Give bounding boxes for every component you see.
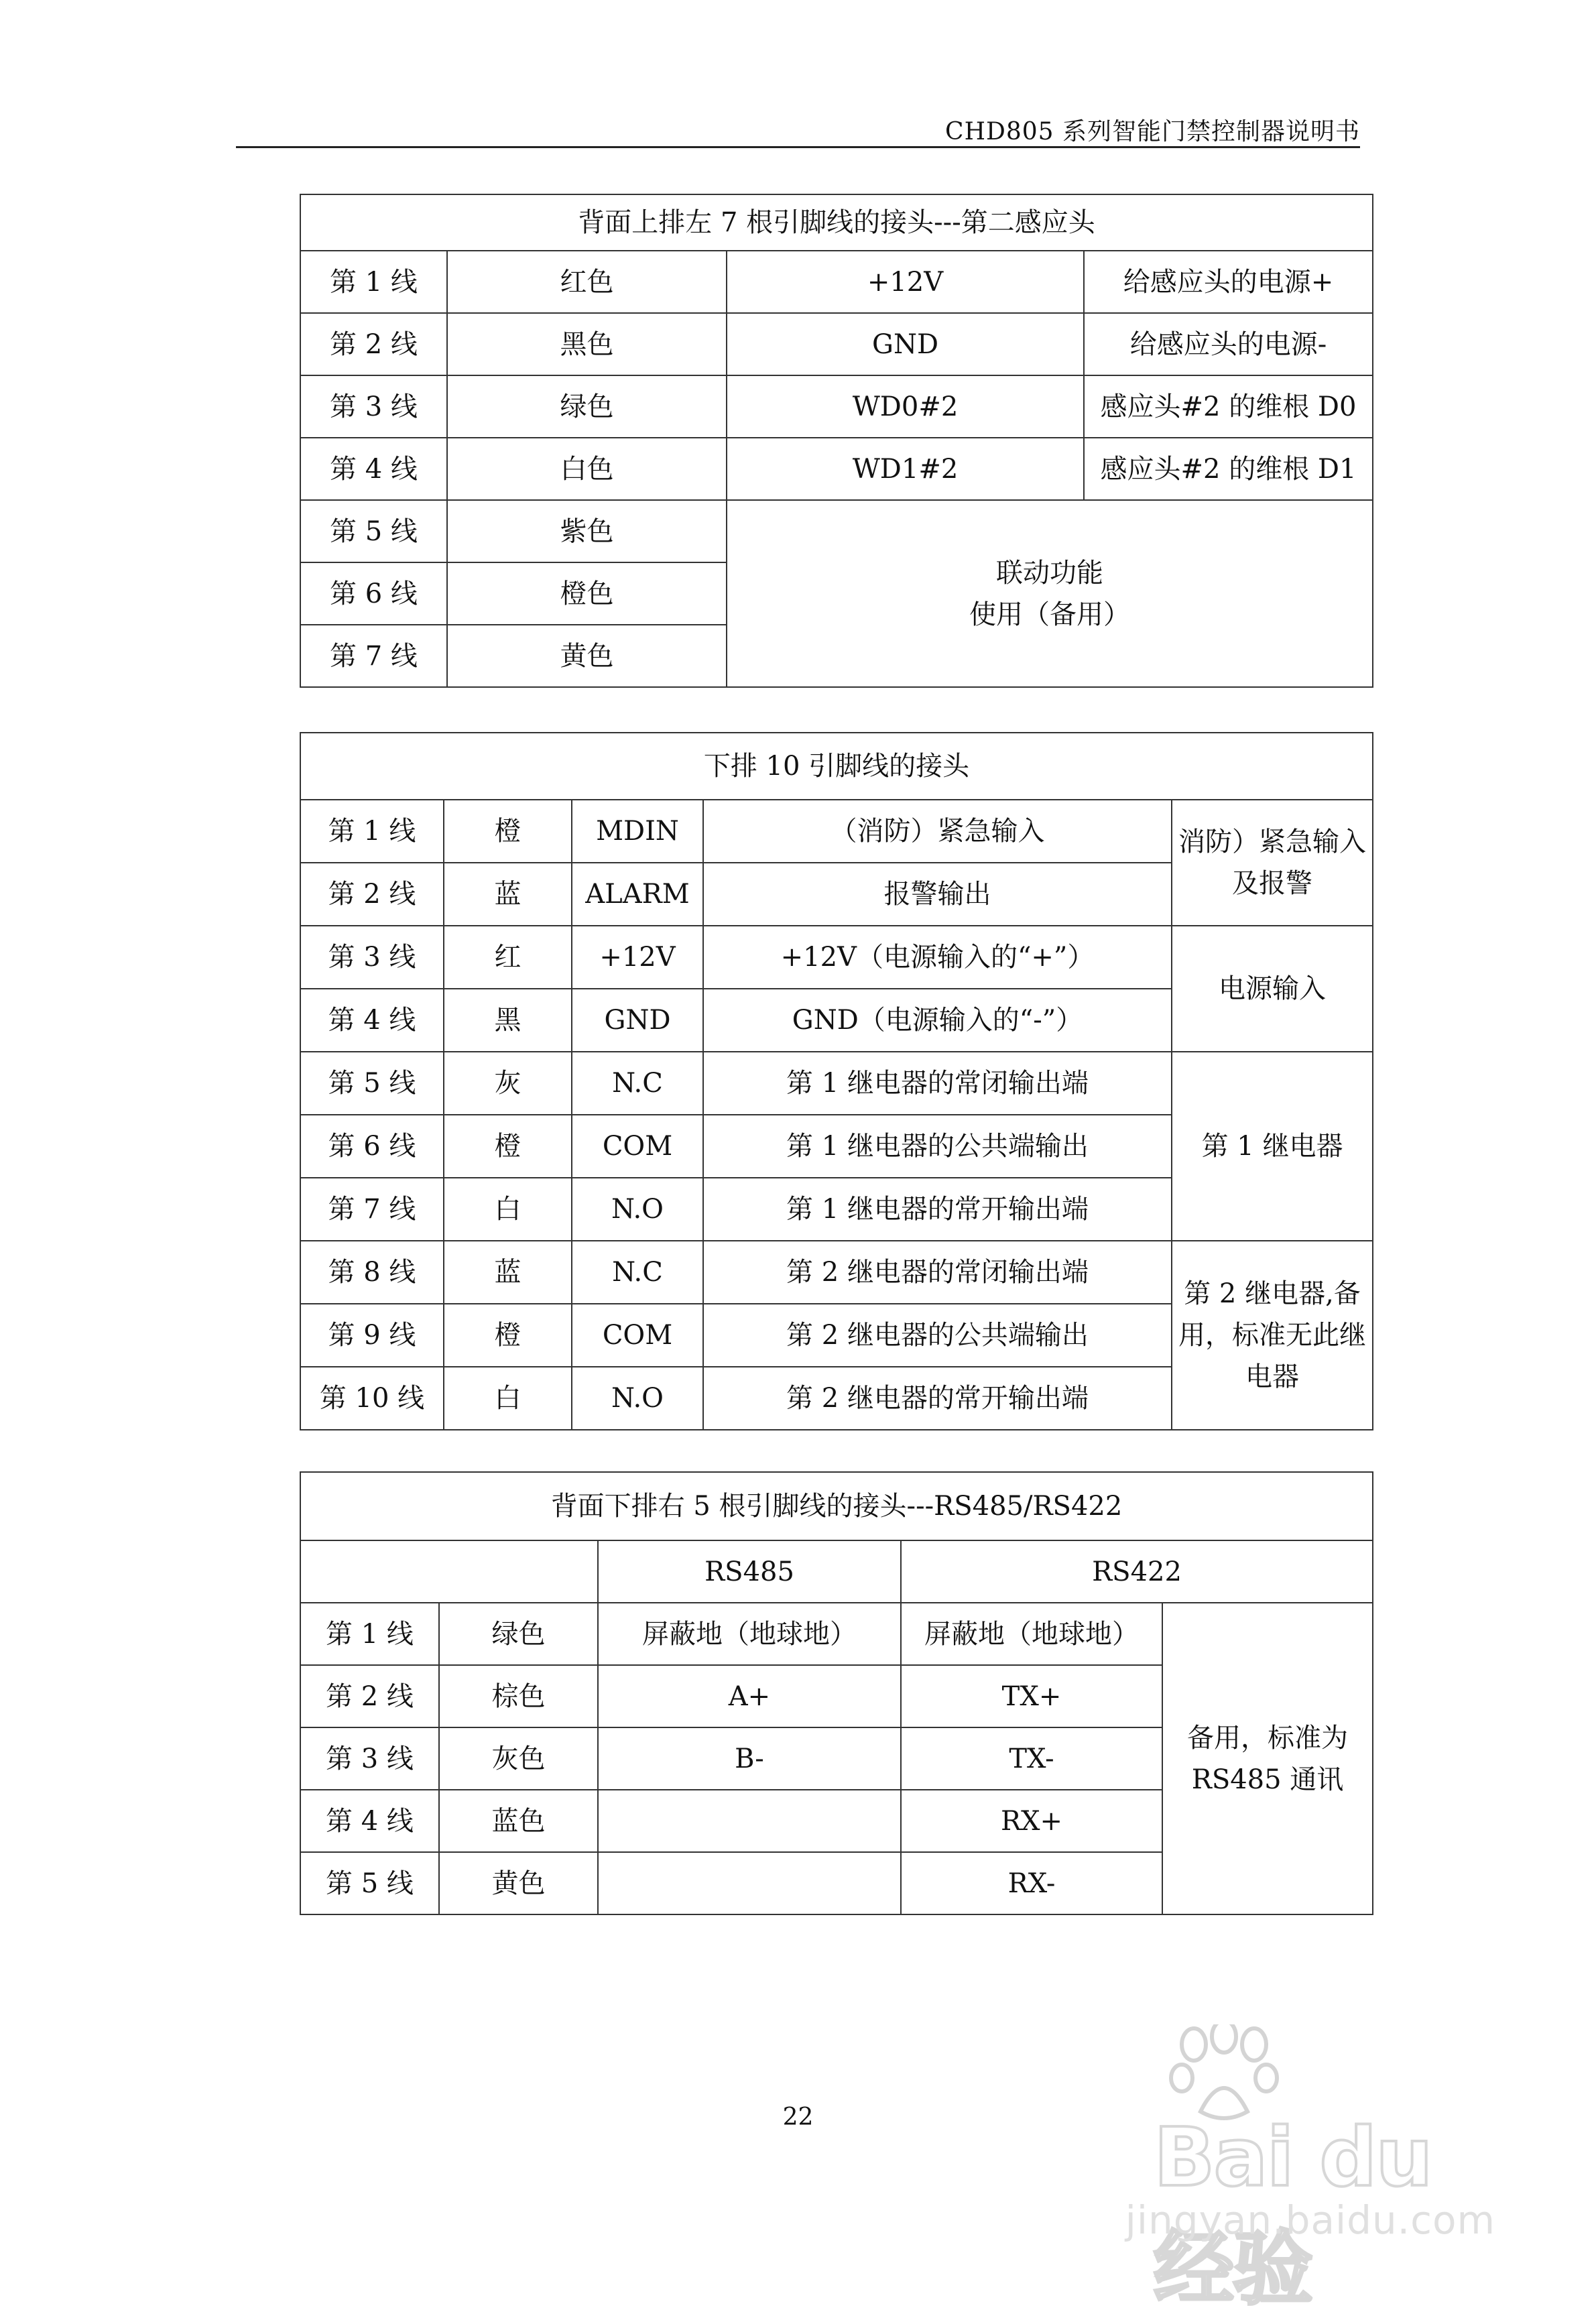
wire-number: 第 4 线	[300, 989, 444, 1052]
table-row	[300, 1241, 1373, 1304]
table-title: 背面下排右 5 根引脚线的接头---RS485/RS422	[300, 1472, 1373, 1540]
wire-color: 橙色	[447, 562, 727, 625]
wire-color: 白	[444, 1178, 572, 1241]
rs422-signal: RX-	[901, 1852, 1162, 1914]
page-number: 22	[782, 2103, 814, 2131]
table-header-row	[300, 1540, 1373, 1603]
wire-number: 第 7 线	[300, 1178, 444, 1241]
empty-header-cell	[300, 1540, 598, 1603]
wire-number: 第 2 线	[300, 313, 447, 375]
signal-name: COM	[572, 1115, 703, 1178]
signal-name: N.O	[572, 1367, 703, 1430]
watermark-url: jingyan.baidu.com	[1125, 2197, 1495, 2243]
wire-color: 黑色	[447, 313, 727, 375]
wire-number: 第 3 线	[300, 926, 444, 989]
wire-color: 灰色	[439, 1727, 598, 1790]
rs485-signal	[598, 1790, 901, 1852]
wire-number: 第 2 线	[300, 1665, 439, 1727]
signal-description: 第 1 继电器的公共端输出	[703, 1115, 1172, 1178]
signal-name: +12V	[727, 251, 1084, 313]
signal-description: 第 1 继电器的常闭输出端	[703, 1052, 1172, 1115]
wire-color: 白色	[447, 438, 727, 500]
signal-description: 第 2 继电器的公共端输出	[703, 1304, 1172, 1367]
linkage-note-line1: 联动功能	[996, 557, 1103, 589]
wire-number: 第 3 线	[300, 1727, 439, 1790]
wire-number: 第 9 线	[300, 1304, 444, 1367]
wire-number: 第 7 线	[300, 625, 447, 687]
table-row	[300, 251, 1373, 313]
signal-name: GND	[572, 989, 703, 1052]
signal-name: GND	[727, 313, 1084, 375]
wire-color: 橙	[444, 800, 572, 863]
rs422-signal: TX-	[901, 1727, 1162, 1790]
signal-name: COM	[572, 1304, 703, 1367]
wire-color: 红色	[447, 251, 727, 313]
linkage-note-line2: 使用（备用）	[969, 599, 1130, 630]
wire-number: 第 1 线	[300, 1603, 439, 1665]
wire-color: 绿色	[439, 1603, 598, 1665]
linkage-function-note	[727, 500, 1373, 687]
signal-description: 感应头#2 的维根 D1	[1084, 438, 1373, 500]
wire-color: 蓝	[444, 1241, 572, 1304]
table-rs485-rs422-pins	[300, 1471, 1373, 1915]
rs422-signal: RX+	[901, 1790, 1162, 1852]
table-title: 背面上排左 7 根引脚线的接头---第二感应头	[300, 194, 1373, 251]
wire-number: 第 1 线	[300, 251, 447, 313]
table-second-reader-pins	[300, 194, 1373, 688]
signal-description: 第 2 继电器的常开输出端	[703, 1367, 1172, 1430]
signal-name: N.C	[572, 1241, 703, 1304]
baidu-jingyan-watermark	[1125, 2024, 1502, 2316]
signal-name: WD0#2	[727, 375, 1084, 438]
group-power-input: 电源输入	[1172, 926, 1373, 1052]
column-header-rs485: RS485	[598, 1540, 901, 1603]
wire-number: 第 8 线	[300, 1241, 444, 1304]
wire-number: 第 4 线	[300, 438, 447, 500]
signal-description: 第 1 继电器的常开输出端	[703, 1178, 1172, 1241]
signal-description: GND（电源输入的“-”）	[703, 989, 1172, 1052]
table-bottom-10-pins	[300, 732, 1373, 1430]
header-rule	[236, 146, 1360, 148]
signal-description: （消防）紧急输入	[703, 800, 1172, 863]
signal-description: 第 2 继电器的常闭输出端	[703, 1241, 1172, 1304]
wire-color: 黄色	[439, 1852, 598, 1914]
rs485-signal: B-	[598, 1727, 901, 1790]
paw-logo-icon	[1167, 2024, 1281, 2125]
wire-number: 第 5 线	[300, 1852, 439, 1914]
wire-color: 蓝	[444, 863, 572, 926]
wire-color: 棕色	[439, 1665, 598, 1727]
column-header-rs422: RS422	[901, 1540, 1373, 1603]
wire-number: 第 5 线	[300, 500, 447, 562]
signal-description: 感应头#2 的维根 D0	[1084, 375, 1373, 438]
rs485-signal: 屏蔽地（地球地）	[598, 1603, 901, 1665]
watermark-brand: Bai du 经验	[1154, 2112, 1432, 2316]
wire-color: 绿色	[447, 375, 727, 438]
wire-color: 黑	[444, 989, 572, 1052]
wire-color: 红	[444, 926, 572, 989]
rs422-signal: 屏蔽地（地球地）	[901, 1603, 1162, 1665]
wire-color: 白	[444, 1367, 572, 1430]
table-row	[300, 1052, 1373, 1115]
wire-color: 黄色	[447, 625, 727, 687]
wire-number: 第 4 线	[300, 1790, 439, 1852]
signal-description: +12V（电源输入的“+”）	[703, 926, 1172, 989]
wire-number: 第 10 线	[300, 1367, 444, 1430]
rs485-signal	[598, 1852, 901, 1914]
wire-number: 第 1 线	[300, 800, 444, 863]
signal-name: WD1#2	[727, 438, 1084, 500]
signal-name: ALARM	[572, 863, 703, 926]
wire-number: 第 5 线	[300, 1052, 444, 1115]
table-row	[300, 313, 1373, 375]
table-row	[300, 500, 1373, 562]
table-row	[300, 926, 1373, 989]
signal-description: 给感应头的电源+	[1084, 251, 1373, 313]
wire-number: 第 2 线	[300, 863, 444, 926]
rs485-signal: A+	[598, 1665, 901, 1727]
group-relay-2: 第 2 继电器,备用，标准无此继电器	[1172, 1241, 1373, 1430]
wire-color: 橙	[444, 1115, 572, 1178]
rs422-signal: TX+	[901, 1665, 1162, 1727]
signal-name: N.C	[572, 1052, 703, 1115]
wire-number: 第 3 线	[300, 375, 447, 438]
group-fire-alarm: 消防）紧急输入及报警	[1172, 800, 1373, 926]
rs485-standard-note: 备用，标准为 RS485 通讯	[1162, 1603, 1373, 1914]
table-row	[300, 375, 1373, 438]
table-row	[300, 1603, 1373, 1665]
wire-color: 蓝色	[439, 1790, 598, 1852]
signal-description: 报警输出	[703, 863, 1172, 926]
wire-number: 第 6 线	[300, 562, 447, 625]
table-row	[300, 800, 1373, 863]
table-title: 下排 10 引脚线的接头	[300, 733, 1373, 800]
signal-name: N.O	[572, 1178, 703, 1241]
wire-color: 橙	[444, 1304, 572, 1367]
signal-name: +12V	[572, 926, 703, 989]
wire-color: 紫色	[447, 500, 727, 562]
table-row	[300, 438, 1373, 500]
wire-number: 第 6 线	[300, 1115, 444, 1178]
document-header-title: CHD805 系列智能门禁控制器说明书	[945, 118, 1360, 145]
signal-description: 给感应头的电源-	[1084, 313, 1373, 375]
signal-name: MDIN	[572, 800, 703, 863]
wire-color: 灰	[444, 1052, 572, 1115]
group-relay-1: 第 1 继电器	[1172, 1052, 1373, 1241]
